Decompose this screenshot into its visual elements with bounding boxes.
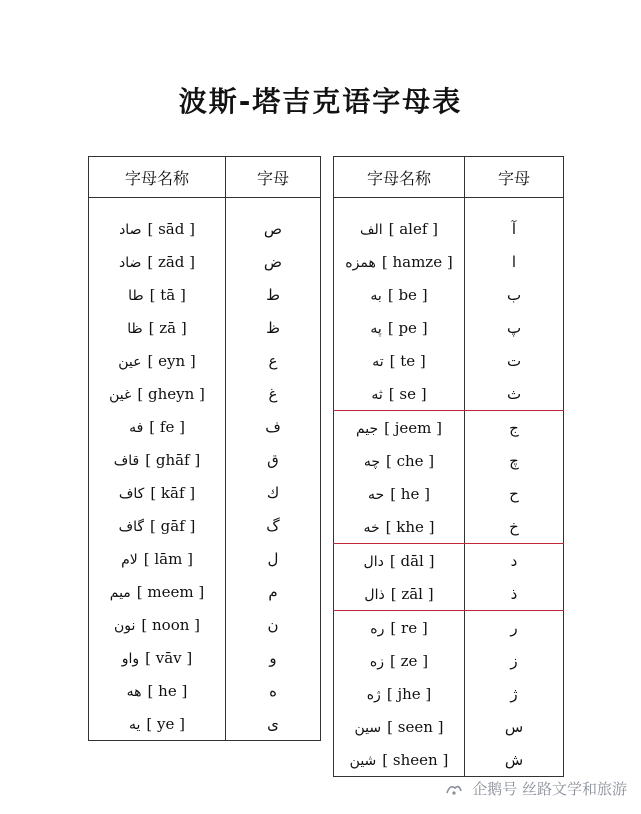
- letter-cell: آ: [465, 198, 564, 246]
- transliteration: [ kāf ]: [150, 483, 196, 502]
- transliteration: [ alef ]: [388, 219, 439, 238]
- letter-cell: ل: [226, 542, 321, 575]
- letter-name-cell: [89, 608, 226, 641]
- transliteration: [ zād ]: [147, 252, 196, 271]
- arabic-name: ذال: [364, 586, 385, 603]
- table-row: [89, 575, 321, 608]
- arabic-name: خه: [363, 519, 380, 536]
- letter-name-cell: [334, 444, 465, 477]
- header-letter-name: 字母名称: [89, 157, 226, 198]
- transliteration: [ be ]: [387, 285, 428, 304]
- letter-cell: ث: [465, 377, 564, 411]
- letter-cell: چ: [465, 444, 564, 477]
- letter-name-cell: [334, 544, 465, 578]
- table-row: [334, 510, 564, 544]
- letter-name-cell: [334, 611, 465, 645]
- letter-name-cell: [334, 411, 465, 445]
- letter-cell: ق: [226, 443, 321, 476]
- letter-cell: گ: [226, 509, 321, 542]
- table-row: [334, 544, 564, 578]
- arabic-name: به: [370, 287, 382, 304]
- letter-name-cell: [89, 198, 226, 246]
- letter-cell: ر: [465, 611, 564, 645]
- table-row: [89, 542, 321, 575]
- letter-name-cell: [334, 743, 465, 777]
- arabic-name: ژه: [366, 686, 381, 703]
- alphabet-table-left: [88, 156, 321, 741]
- table-row: [334, 411, 564, 445]
- letter-name-cell: [334, 245, 465, 278]
- table-row: [89, 377, 321, 410]
- letter-name-cell: [89, 575, 226, 608]
- table-row: [89, 674, 321, 707]
- arabic-name: زه: [369, 653, 385, 670]
- transliteration: [ vāv ]: [145, 648, 193, 667]
- arabic-name: نون: [113, 617, 136, 634]
- table-row: [334, 278, 564, 311]
- letter-cell: ض: [226, 245, 321, 278]
- arabic-name: گاف: [118, 518, 145, 535]
- letter-cell: ن: [226, 608, 321, 641]
- arabic-name: صاد: [119, 221, 142, 238]
- transliteration: [ che ]: [385, 451, 435, 470]
- transliteration: [ zāl ]: [390, 584, 434, 603]
- letter-name-cell: [334, 198, 465, 246]
- arabic-name: هه: [126, 683, 142, 700]
- arabic-name: طا: [128, 287, 144, 304]
- transliteration: [ jhe ]: [386, 684, 432, 703]
- watermark: [445, 778, 627, 799]
- transliteration: [ ye ]: [146, 714, 185, 733]
- arabic-name: غين: [109, 386, 132, 403]
- arabic-name: يه: [129, 716, 141, 733]
- arabic-name: ميم: [109, 584, 131, 601]
- transliteration: [ se ]: [388, 384, 427, 403]
- transliteration: [ dāl ]: [389, 551, 435, 570]
- letter-cell: س: [465, 710, 564, 743]
- table-row: [334, 577, 564, 611]
- letter-name-cell: [334, 577, 465, 611]
- letter-cell: ى: [226, 707, 321, 741]
- arabic-name: واو: [121, 650, 140, 667]
- arabic-name: همزه: [345, 254, 376, 271]
- transliteration: [ fe ]: [149, 417, 185, 436]
- letter-cell: ك: [226, 476, 321, 509]
- letter-cell: پ: [465, 311, 564, 344]
- page-title: 波斯-塔吉克语字母表: [178, 85, 463, 118]
- transliteration: [ khe ]: [385, 517, 435, 536]
- arabic-name: ضاد: [118, 254, 142, 271]
- letter-name-cell: [89, 377, 226, 410]
- table-row: [334, 444, 564, 477]
- letter-cell: د: [465, 544, 564, 578]
- letter-name-cell: [89, 245, 226, 278]
- transliteration: [ tā ]: [149, 285, 186, 304]
- table-row: [89, 278, 321, 311]
- transliteration: [ ghāf ]: [145, 450, 201, 469]
- transliteration: [ gheyn ]: [137, 384, 205, 403]
- transliteration: [ pe ]: [387, 318, 428, 337]
- arabic-name: چه: [363, 453, 380, 470]
- transliteration: [ he ]: [147, 681, 188, 700]
- letter-name-cell: [334, 477, 465, 510]
- transliteration: [ meem ]: [136, 582, 205, 601]
- letter-name-cell: [89, 509, 226, 542]
- letter-name-cell: [89, 641, 226, 674]
- letter-cell: ا: [465, 245, 564, 278]
- arabic-name: سين: [354, 719, 382, 736]
- letter-cell: ح: [465, 477, 564, 510]
- table-row: [89, 410, 321, 443]
- arabic-name: په: [370, 320, 382, 337]
- letter-name-cell: [89, 542, 226, 575]
- arabic-name: ظا: [127, 320, 143, 337]
- letter-cell: ف: [226, 410, 321, 443]
- table-row: [89, 476, 321, 509]
- letter-name-cell: [334, 710, 465, 743]
- table-row: [89, 509, 321, 542]
- table-row: [89, 245, 321, 278]
- header-letter: 字母: [465, 157, 564, 198]
- letter-cell: ع: [226, 344, 321, 377]
- letter-name-cell: [89, 476, 226, 509]
- arabic-name: الف: [359, 221, 383, 238]
- transliteration: [ sād ]: [147, 219, 195, 238]
- transliteration: [ hamze ]: [381, 252, 453, 271]
- letter-name-cell: [334, 377, 465, 411]
- arabic-name: شين: [349, 752, 377, 769]
- watermark-text: 企鹅号 丝路文学和旅游: [472, 780, 627, 798]
- letter-cell: و: [226, 641, 321, 674]
- table-row: [89, 344, 321, 377]
- table-row: [334, 611, 564, 645]
- transliteration: [ lām ]: [143, 549, 193, 568]
- letter-name-cell: [334, 677, 465, 710]
- letter-name-cell: [89, 344, 226, 377]
- table-row: [89, 608, 321, 641]
- letter-name-cell: [334, 344, 465, 377]
- arabic-name: كاف: [118, 485, 145, 502]
- transliteration: [ eyn ]: [147, 351, 196, 370]
- table-row: [89, 641, 321, 674]
- table-row: [89, 707, 321, 741]
- letter-name-cell: [89, 278, 226, 311]
- letter-cell: م: [226, 575, 321, 608]
- letter-cell: ب: [465, 278, 564, 311]
- letter-name-cell: [89, 410, 226, 443]
- arabic-name: ره: [370, 620, 385, 637]
- letter-cell: ط: [226, 278, 321, 311]
- table-row: [334, 743, 564, 777]
- table-row: [334, 377, 564, 411]
- alphabet-table-right: [333, 156, 564, 777]
- letter-cell: ژ: [465, 677, 564, 710]
- table-row: [89, 443, 321, 476]
- header-letter: 字母: [226, 157, 321, 198]
- letter-name-cell: [89, 707, 226, 741]
- letter-cell: ذ: [465, 577, 564, 611]
- arabic-name: ثه: [371, 386, 383, 403]
- table-row: [334, 477, 564, 510]
- letter-name-cell: [334, 510, 465, 544]
- table-row: [89, 198, 321, 246]
- letter-name-cell: [89, 311, 226, 344]
- transliteration: [ seen ]: [387, 717, 444, 736]
- letter-cell: ز: [465, 644, 564, 677]
- arabic-name: حه: [368, 486, 385, 503]
- transliteration: [ re ]: [390, 618, 428, 637]
- header-letter-name: 字母名称: [334, 157, 465, 198]
- transliteration: [ sheen ]: [382, 750, 449, 769]
- letter-cell: ص: [226, 198, 321, 246]
- table-row: [334, 677, 564, 710]
- arabic-name: ته: [372, 353, 384, 370]
- letter-cell: ظ: [226, 311, 321, 344]
- transliteration: [ jeem ]: [384, 418, 443, 437]
- letter-cell: خ: [465, 510, 564, 544]
- arabic-name: لام: [121, 551, 138, 568]
- letter-cell: غ: [226, 377, 321, 410]
- transliteration: [ he ]: [390, 484, 430, 503]
- letter-name-cell: [334, 644, 465, 677]
- letter-cell: ه: [226, 674, 321, 707]
- table-row: [334, 198, 564, 246]
- letter-name-cell: [89, 674, 226, 707]
- arabic-name: جيم: [355, 420, 379, 437]
- arabic-name: قاف: [113, 452, 140, 469]
- letter-name-cell: [334, 278, 465, 311]
- transliteration: [ zā ]: [148, 318, 187, 337]
- letter-cell: ج: [465, 411, 564, 445]
- penguin-icon: [445, 782, 463, 796]
- letter-name-cell: [89, 443, 226, 476]
- transliteration: [ noon ]: [141, 615, 201, 634]
- letter-cell: ش: [465, 743, 564, 777]
- letter-name-cell: [334, 311, 465, 344]
- letter-cell: ت: [465, 344, 564, 377]
- table-row: [334, 245, 564, 278]
- table-row: [334, 710, 564, 743]
- arabic-name: دال: [363, 553, 384, 570]
- table-row: [89, 311, 321, 344]
- transliteration: [ ze ]: [390, 651, 429, 670]
- arabic-name: فه: [129, 419, 144, 436]
- arabic-name: عين: [118, 353, 142, 370]
- table-row: [334, 644, 564, 677]
- transliteration: [ gāf ]: [150, 516, 196, 535]
- table-row: [334, 311, 564, 344]
- transliteration: [ te ]: [389, 351, 426, 370]
- table-row: [334, 344, 564, 377]
